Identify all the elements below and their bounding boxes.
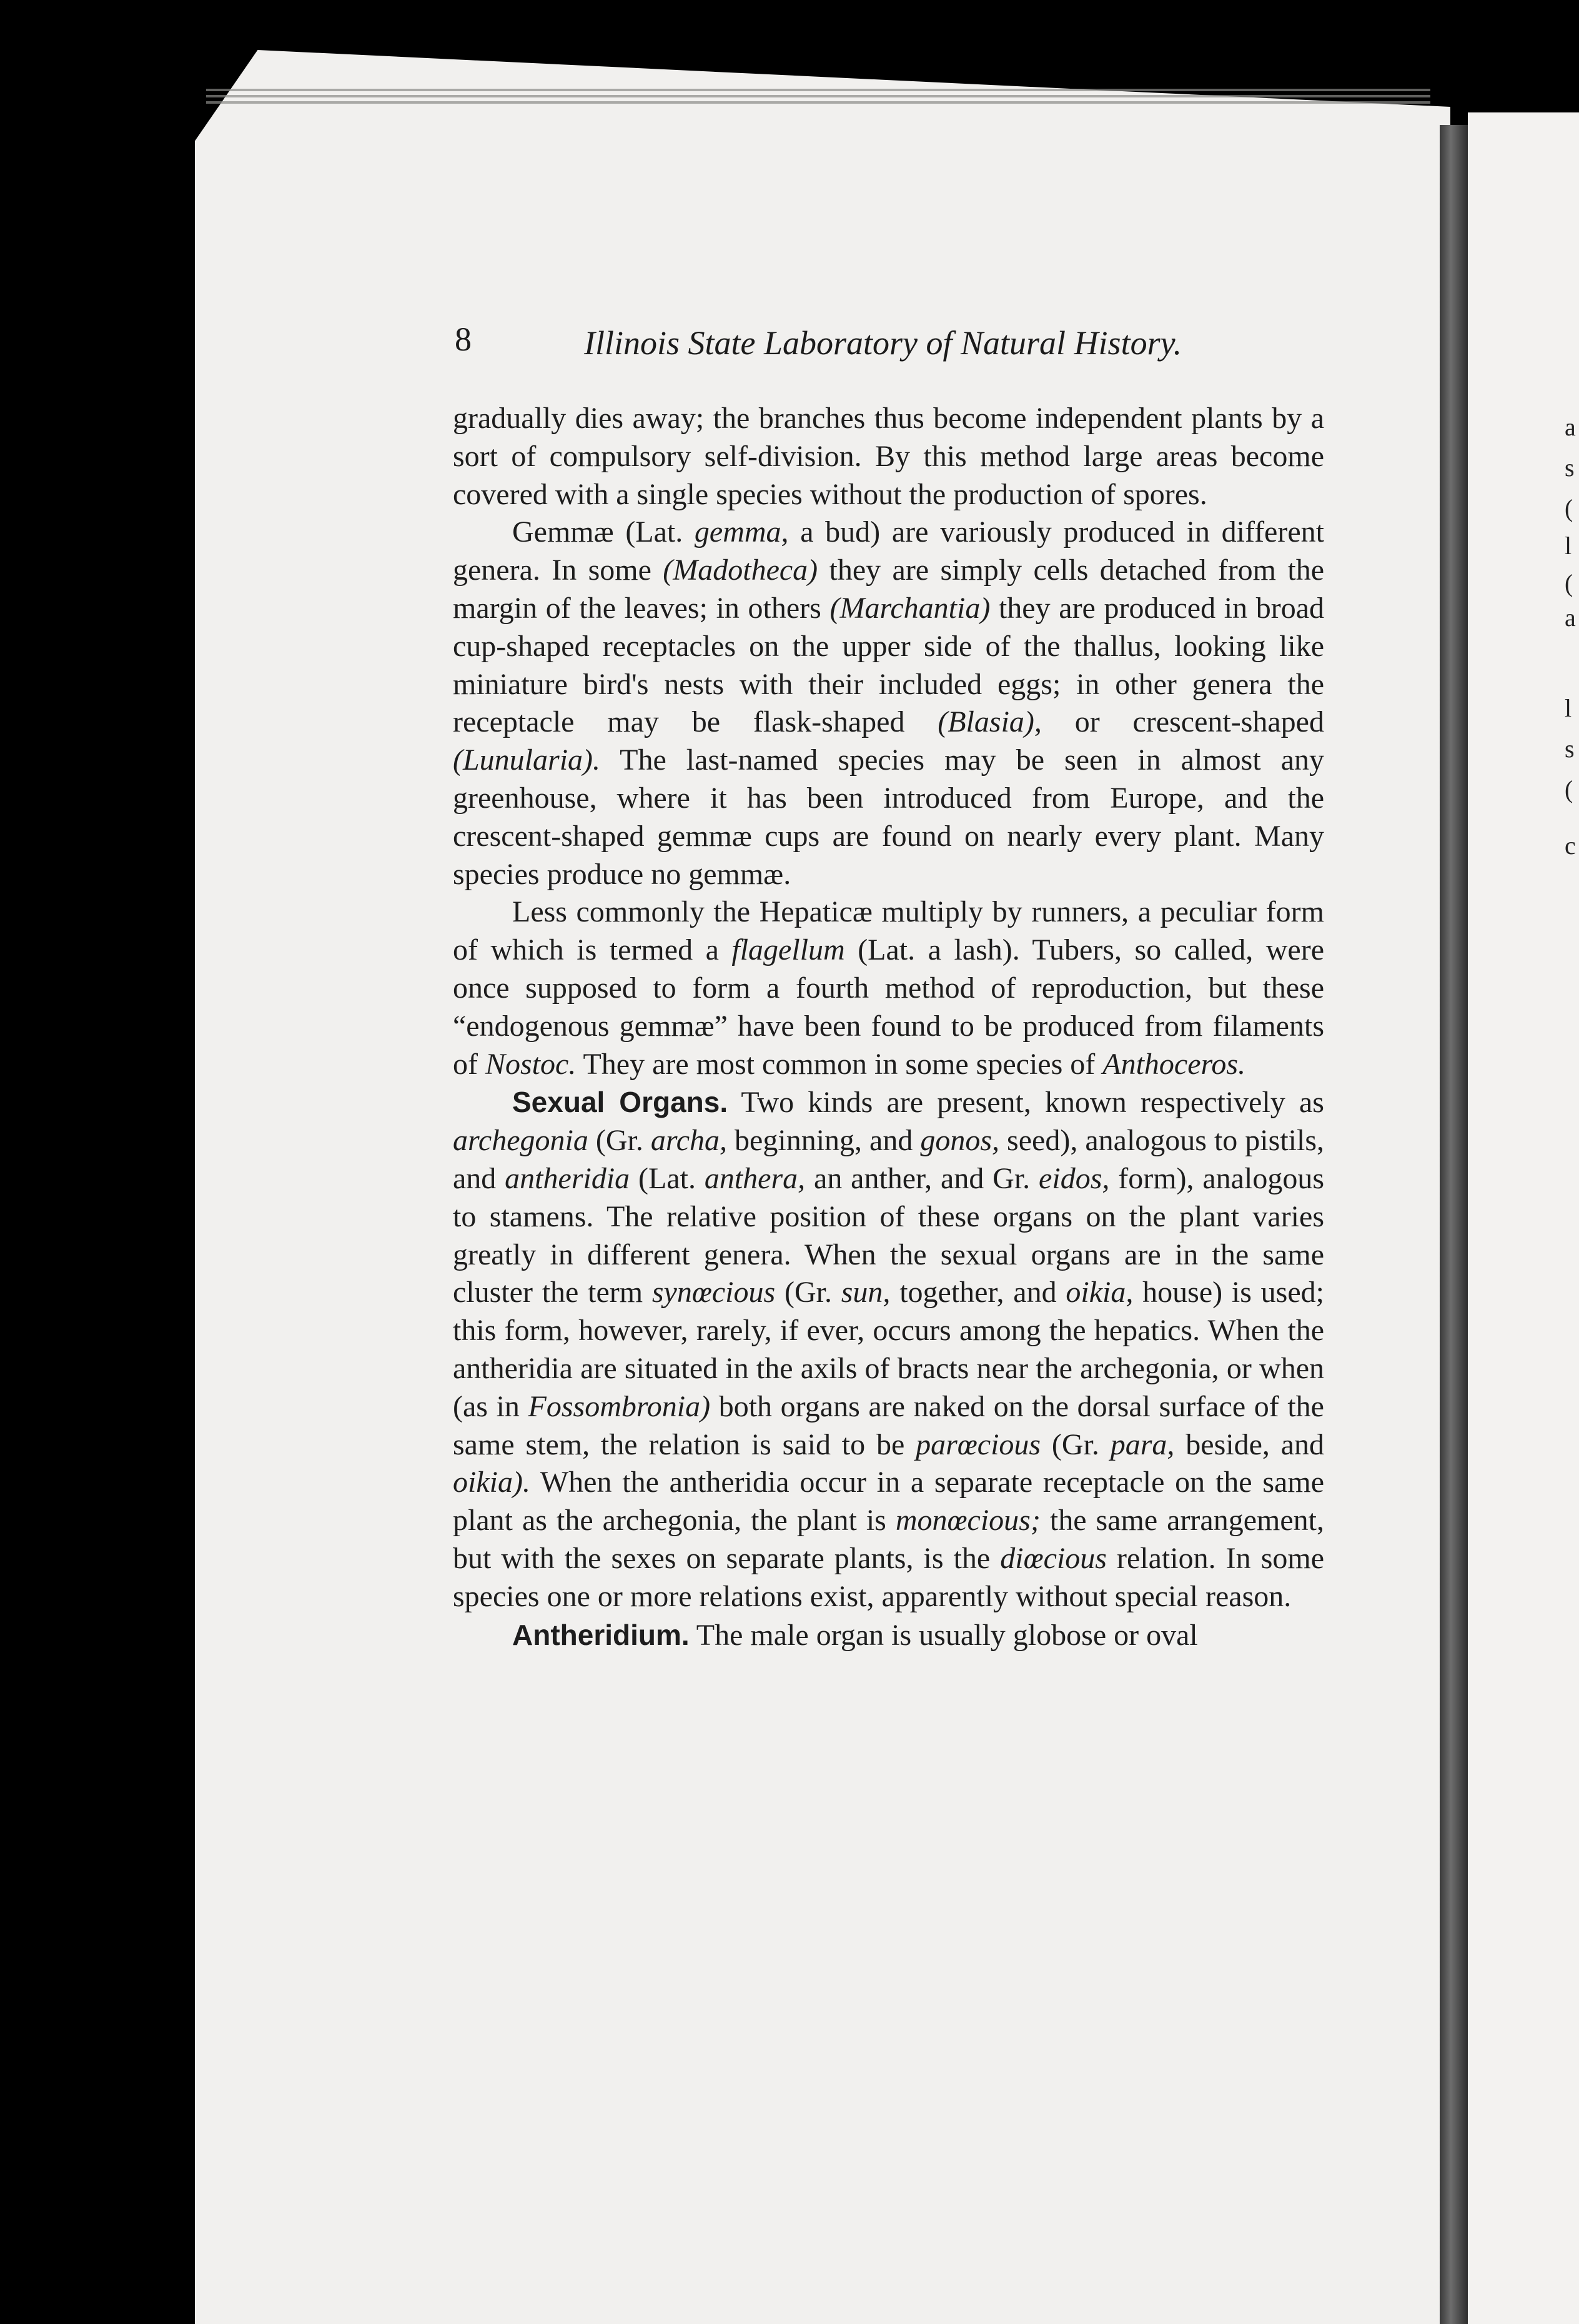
italic-term: oikia, [1066,1276,1134,1309]
text-run: seed), analogous to pistils, and [453,1124,1325,1195]
facing-page-letter: s [1565,454,1575,482]
italic-term: antheridia [505,1161,630,1195]
paragraph-p3 [453,893,1324,1083]
text-run: (Lat. [630,1161,705,1195]
facing-page-letter: c [1565,832,1576,860]
text-run: together, and [890,1276,1066,1309]
text-run: They are most common in some species of [576,1047,1103,1081]
page-number: 8 [455,320,472,358]
text-run: beginning, and [727,1124,921,1158]
text-run: both organs are naked on the dorsal surface of the same stem, the relation is said to be [453,1389,1324,1461]
italic-term: (Marchantia) [829,591,991,625]
italic-term: (Madotheca) [663,554,818,587]
book-gutter [1440,125,1468,2324]
facing-page-letter: ( [1565,775,1573,803]
italic-term: Fossombronia) [528,1389,711,1423]
italic-term: archa, [650,1124,728,1158]
text-run: The last-named species may be seen in almost any greenhouse, where it has been introduced from Europe, and the crescent-shaped gemmæ cups are found on nearly every plant. Many species produce no gemmæ. [453,743,1324,891]
text-run: (Gr. [775,1276,841,1309]
text-run: house) is used; this form, however, rarely, if ever, occurs among the hepatics. When the antheridia are situated in the axils of bracts near the archegonia, or when (as in [453,1276,1324,1423]
text-run: a bud) are variously produced in different genera. In some [453,515,1324,587]
italic-term: synœcious [651,1276,776,1309]
italic-term: monœcious; [895,1504,1041,1537]
text-run: The male organ is usually globose or oval [689,1618,1198,1652]
italic-term: (Lunularia). [453,743,601,777]
italic-term: anthera, [704,1161,806,1195]
italic-term: (Blasia), [938,705,1042,739]
paragraph-p4 [453,1083,1324,1616]
text-run: Gemmæ (Lat. [512,515,695,549]
facing-page-letter: l [1565,532,1572,560]
italic-term: flagellum [731,933,845,967]
section-heading: Sexual Organs. [512,1086,728,1119]
italic-term: para, [1110,1428,1175,1461]
facing-page-edge [1468,112,1579,2324]
paragraph-p2 [453,514,1324,893]
text-run: (Gr. [1041,1428,1111,1461]
text-run: Two kinds are present, known respectively as [728,1086,1324,1120]
italic-term: archegonia [453,1124,588,1158]
paragraph-p5 [453,1616,1324,1655]
body-text [453,400,1324,1654]
text-run: form), analogous to stamens. The relative position of these organs on the plant varies greatly in different genera. When the sexual organs are in the same cluster the term [453,1161,1324,1309]
running-title: Illinois State Laboratory of Natural History. [584,324,1182,362]
italic-term: oikia). [453,1466,530,1499]
text-run: the same arrangement, but with the sexes on separate plants, is the [453,1504,1325,1575]
text-run: Less commonly the Hepaticæ multiply by runners, a peculiar form of which is termed a [453,895,1324,967]
italic-term: sun, [841,1276,891,1309]
paragraph-p1 [453,400,1324,514]
facing-page-letter: l [1565,694,1572,722]
text-run: (Lat. a lash). Tubers, so called, were once supposed to form a fourth method of reproduction, but these “endogenous gemmæ” have been found to be produced from filaments of [453,933,1324,1081]
italic-term: parœcious [916,1428,1041,1461]
text-run: beside, and [1174,1428,1325,1461]
text-run: relation. In some species one or more relations exist, apparently without special reason. [453,1541,1325,1613]
italic-term: Nostoc. [485,1047,577,1081]
text-run: they are simply cells detached from the margin of the leaves; in others [453,554,1325,625]
text-run: or crescent-shaped [1041,705,1324,739]
page-stack-edge [206,56,1430,112]
italic-term: eidos, [1039,1161,1110,1195]
facing-page-letter: s [1565,735,1575,763]
facing-page-letter: ( [1565,569,1573,597]
facing-page-letter: a [1565,413,1576,441]
text-run: (Gr. [588,1124,651,1158]
text-run: an anther, and Gr. [805,1161,1039,1195]
facing-page-letter: a [1565,603,1576,632]
section-heading: Antheridium. [512,1618,690,1651]
text-run: gradually dies away; the branches thus become independent plants by a sort of compulsory self-division. By this method large areas become covered with a single species without the production of spores. [453,402,1324,511]
facing-page-letter: ( [1565,494,1573,522]
text-run: they are produced in broad cup-shaped receptacles on the upper side of the thallus, looking like miniature bird's nests with their included eggs; in other genera the receptacle may be flask-shaped [453,591,1325,739]
italic-term: diœcious [1000,1541,1107,1575]
italic-term: Anthoceros. [1102,1047,1246,1081]
italic-term: gemma, [694,515,789,549]
italic-term: gonos, [920,1124,1000,1158]
text-run: When the antheridia occur in a separate receptacle on the same plant as the archegonia, the plant is [453,1466,1324,1537]
